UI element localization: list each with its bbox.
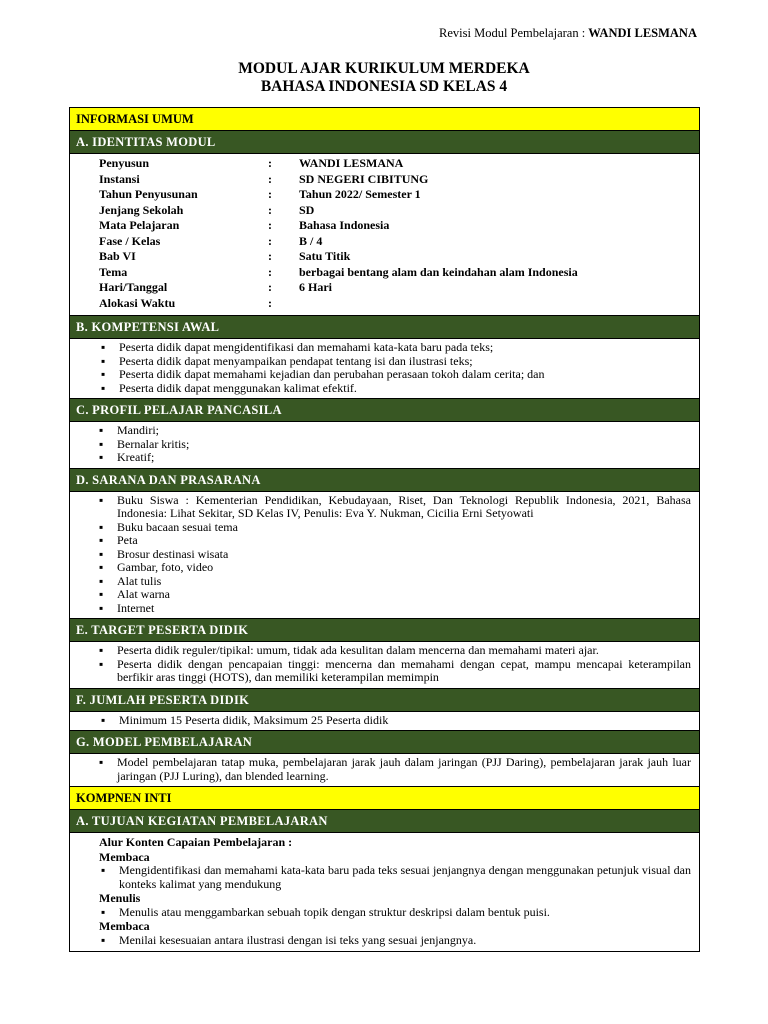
identitas-key: Jenjang Sekolah xyxy=(99,202,184,217)
identitas-colon: : xyxy=(268,233,272,248)
sarana-list xyxy=(70,492,699,620)
identitas-value xyxy=(299,296,699,312)
identitas-colon: : xyxy=(268,295,272,310)
list-item: ▪ Alat warna xyxy=(117,588,691,602)
identitas-value: SD NEGERI CIBITUNG xyxy=(299,171,429,186)
list-item: ▪ Buku bacaan sesuai tema xyxy=(117,521,691,535)
identitas-value: Satu Titik xyxy=(299,249,351,263)
module-table xyxy=(69,107,700,952)
list-item: ▪ Mengidentifikasi dan memahami kata-kata baru pada teks sesuai jenjangnya dengan menggunakan petunjuk visual dan konteks kalimat yang mendukung xyxy=(119,864,691,891)
identitas-key: Bab VI xyxy=(99,249,136,263)
identitas-row xyxy=(99,218,699,234)
tujuan-content xyxy=(70,833,699,951)
identitas-row xyxy=(99,203,699,219)
identitas-colon: : xyxy=(268,171,272,186)
identitas-colon: : xyxy=(268,187,272,201)
list-item: ▪ Model pembelajaran tatap muka, pembelajaran jarak jauh dalam jaringan (PJJ Daring), pembelajaran jarak jauh luar jaringan (PJJ Luring), dan blended learning. xyxy=(117,756,691,783)
identitas-key: Mata Pelajaran xyxy=(99,218,180,232)
identitas-key: Hari/Tanggal xyxy=(99,280,168,294)
heading-tujuan-kegiatan: A. TUJUAN KEGIATAN PEMBELAJARAN xyxy=(70,810,699,833)
header-prefix: Revisi Modul Pembelajaran : xyxy=(439,26,589,40)
identitas-key: Penyusun xyxy=(99,156,150,170)
identitas-row xyxy=(99,280,699,296)
identitas-row xyxy=(99,296,699,312)
identitas-key: Fase / Kelas xyxy=(99,233,161,248)
document-title xyxy=(0,60,768,96)
identitas-value: Tahun 2022/ Semester 1 xyxy=(299,187,421,201)
list-item: ▪ Peserta didik dengan pencapaian tinggi: mencerna dan memahami dengan cepat, mampu mencapai keterampilan berfikir aras tinggi (HOTS), dan memiliki keterampilan memimpin xyxy=(117,658,691,685)
list-item: ▪ Brosur destinasi wisata xyxy=(117,548,691,562)
list-item: ▪ Minimum 15 Peserta didik, Maksimum 25 Peserta didik xyxy=(119,714,691,728)
heading-jumlah-peserta: F. JUMLAH PESERTA DIDIK xyxy=(70,689,699,712)
identitas-colon: : xyxy=(268,280,272,294)
list-item: ▪ Alat tulis xyxy=(117,575,691,589)
heading-sarana-prasarana: D. SARANA DAN PRASARANA xyxy=(70,469,699,492)
list-item: ▪ Menulis atau menggambarkan sebuah topik dengan struktur deskripsi dalam bentuk puisi. xyxy=(119,906,691,920)
identitas-value: SD xyxy=(299,202,315,217)
identitas-value: B / 4 xyxy=(299,233,323,248)
identitas-row xyxy=(99,172,699,188)
list-item: ▪ Gambar, foto, video xyxy=(117,561,691,575)
identitas-colon: : xyxy=(268,156,272,170)
identitas-row xyxy=(99,249,699,265)
list-item: ▪ Internet xyxy=(117,602,691,616)
list-item: ▪ Peserta didik reguler/tipikal: umum, tidak ada kesulitan dalam mencerna dan memahami materi ajar. xyxy=(117,644,691,658)
list-item: ▪ Peta xyxy=(117,534,691,548)
page-header xyxy=(439,26,697,41)
list-item: ▪ Peserta didik dapat memahami kejadian dan perubahan perasaan tokoh dalam cerita; dan xyxy=(119,368,691,382)
jumlah-list xyxy=(70,712,699,732)
list-item: ▪ Peserta didik dapat menggunakan kalimat efektif. xyxy=(119,382,691,396)
identitas-row xyxy=(99,156,699,172)
identitas-colon: : xyxy=(268,264,272,279)
section-informasi-umum: INFORMASI UMUM xyxy=(70,108,699,131)
identitas-key: Tahun Penyusunan xyxy=(99,187,198,201)
heading-target-peserta: E. TARGET PESERTA DIDIK xyxy=(70,619,699,642)
section-komponen-inti: KOMPNEN INTI xyxy=(70,787,699,810)
identitas-key: Instansi xyxy=(99,171,140,186)
alur-konten-heading: Alur Konten Capaian Pembelajaran : xyxy=(99,835,293,849)
identitas-row xyxy=(99,265,699,281)
heading-profil-pelajar: C. PROFIL PELAJAR PANCASILA xyxy=(70,399,699,422)
list-item: ▪ Mandiri; xyxy=(117,424,691,438)
identitas-value: WANDI LESMANA xyxy=(299,156,404,170)
title-line-1: MODUL AJAR KURIKULUM MERDEKA xyxy=(238,60,530,77)
identitas-colon: : xyxy=(268,218,272,232)
target-list xyxy=(70,642,699,689)
identitas-row xyxy=(99,187,699,203)
menulis-heading: Menulis xyxy=(99,891,141,905)
heading-identitas-modul: A. IDENTITAS MODUL xyxy=(70,131,699,154)
title-line-2: BAHASA INDONESIA SD KELAS 4 xyxy=(260,78,508,95)
list-item: ▪ Menilai kesesuaian antara ilustrasi dengan isi teks yang sesuai jenjangnya. xyxy=(119,934,691,948)
identitas-colon: : xyxy=(268,249,272,263)
membaca-heading-1: Membaca xyxy=(99,849,150,864)
list-item: ▪ Kreatif; xyxy=(117,451,691,465)
identitas-value: 6 Hari xyxy=(299,280,332,294)
membaca-heading-2: Membaca xyxy=(99,919,150,933)
list-item: ▪ Buku Siswa : Kementerian Pendidikan, Kebudayaan, Riset, Dan Teknologi Republik Indonesia, 2021, Bahasa Indonesia: Lihat Sekitar, SD Kelas IV, Penulis: Eva Y. Nukman, Cicilia Erni Setyowati xyxy=(117,494,691,521)
identitas-table xyxy=(70,154,699,316)
list-item: ▪ Bernalar kritis; xyxy=(117,438,691,452)
list-item: ▪ Peserta didik dapat mengidentifikasi dan memahami kata-kata baru pada teks; xyxy=(119,341,691,355)
kompetensi-list xyxy=(70,339,699,399)
identitas-value: Bahasa Indonesia xyxy=(299,218,390,232)
model-list xyxy=(70,754,699,787)
header-author: WANDI LESMANA xyxy=(588,26,697,40)
list-item: ▪ Peserta didik dapat menyampaikan pendapat tentang isi dan ilustrasi teks; xyxy=(119,355,691,369)
identitas-key: Tema xyxy=(99,264,128,279)
identitas-colon: : xyxy=(268,202,272,217)
identitas-row xyxy=(99,234,699,250)
heading-model-pembelajaran: G. MODEL PEMBELAJARAN xyxy=(70,731,699,754)
identitas-key: Alokasi Waktu xyxy=(99,295,176,310)
profil-list xyxy=(70,422,699,469)
heading-kompetensi-awal: B. KOMPETENSI AWAL xyxy=(70,316,699,339)
identitas-value: berbagai bentang alam dan keindahan alam Indonesia xyxy=(299,264,578,279)
